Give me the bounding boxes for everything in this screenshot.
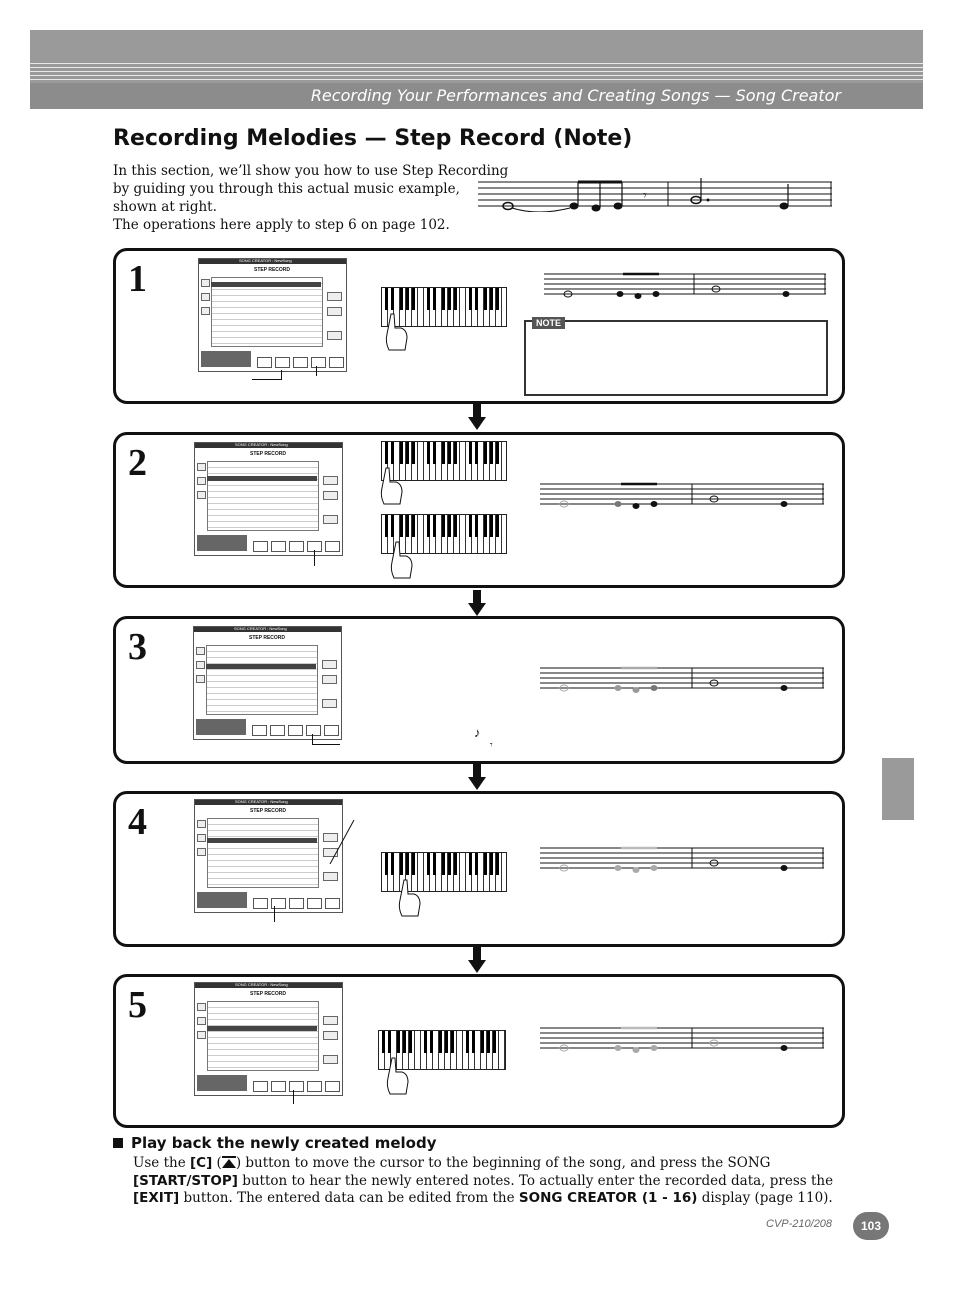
down-arrow-icon — [468, 764, 486, 790]
pointing-hand-icon — [378, 466, 404, 506]
bar-beat-clk-fields — [197, 1075, 247, 1091]
step-number: 2 — [128, 442, 147, 484]
event-list — [206, 645, 318, 715]
lcd-button-a[interactable] — [196, 647, 205, 655]
event-list-cursor — [207, 838, 317, 843]
step-5-lcd-screen — [194, 982, 343, 1096]
event-list-cursor — [211, 282, 321, 287]
header-section-bar — [30, 83, 923, 109]
callout-line — [293, 1090, 294, 1104]
lcd-title: SONG CREATOR : NewSong — [234, 626, 287, 631]
lcd-button-i[interactable] — [323, 515, 338, 524]
step-4-staff — [540, 846, 826, 874]
side-thumb-tab — [882, 758, 914, 820]
lcd-button-a[interactable] — [201, 279, 210, 287]
lcd-heading: STEP RECORD — [249, 635, 286, 641]
lcd-button-i[interactable] — [323, 872, 338, 881]
section-title: Recording Your Performances and Creating Songs — Song Creator — [310, 86, 841, 105]
step-1-staff — [544, 272, 828, 300]
playback-paragraph — [133, 1155, 843, 1208]
callout-line — [274, 906, 275, 922]
pointing-hand-icon — [383, 312, 409, 352]
event-list — [211, 277, 323, 347]
intro-line: In this section, we’ll show you how to use Step Recording — [113, 163, 509, 179]
soft-button-3[interactable] — [293, 357, 308, 368]
lcd-title: SONG CREATOR : NewSong — [235, 799, 288, 804]
callout-line — [312, 744, 340, 745]
event-list — [207, 818, 319, 888]
step-5-staff — [540, 1026, 826, 1054]
playback-heading — [113, 1134, 437, 1152]
soft-button-2[interactable] — [271, 1081, 286, 1092]
event-list-cursor — [207, 476, 317, 481]
intro-line: shown at right. — [113, 199, 217, 215]
soft-button-5[interactable] — [325, 898, 340, 909]
lcd-heading: STEP RECORD — [254, 267, 291, 273]
intro-line: by guiding you through this actual music example, — [113, 181, 460, 197]
soft-button-3[interactable] — [289, 1081, 304, 1092]
soft-button-4[interactable] — [307, 1081, 322, 1092]
lcd-heading: STEP RECORD — [250, 808, 287, 814]
lcd-button-f[interactable] — [323, 476, 338, 485]
button-ref-exit: [EXIT] — [133, 1190, 180, 1206]
lcd-button-i[interactable] — [323, 1055, 338, 1064]
lcd-button-f[interactable] — [327, 292, 342, 301]
bar-beat-clk-fields — [201, 351, 251, 367]
lcd-button-b[interactable] — [201, 293, 210, 301]
soft-button-1[interactable] — [257, 357, 272, 368]
button-ref-c: [C] — [190, 1155, 213, 1171]
soft-button-2[interactable] — [275, 357, 290, 368]
step-number: 1 — [128, 258, 147, 300]
text-run: Use the — [133, 1155, 190, 1171]
step-4-lcd-screen — [194, 799, 343, 913]
event-list-cursor — [207, 1026, 317, 1031]
lcd-button-b[interactable] — [196, 661, 205, 669]
soft-button-1[interactable] — [253, 898, 268, 909]
lcd-button-g[interactable] — [323, 491, 338, 500]
bar-beat-clk-fields — [197, 535, 247, 551]
text-run: ) button to move the cursor to the beginning of the song, and press the SONG — [235, 1155, 771, 1171]
lcd-button-i[interactable] — [327, 331, 342, 340]
callout-line — [252, 379, 282, 380]
bar-beat-clk-fields — [196, 719, 246, 735]
step-number: 4 — [128, 801, 147, 843]
lcd-button-a[interactable] — [197, 820, 206, 828]
pointing-hand-icon — [396, 878, 422, 918]
lcd-button-i[interactable] — [322, 699, 337, 708]
svg-text:𝄾: 𝄾 — [643, 188, 647, 204]
lcd-title: SONG CREATOR : NewSong — [239, 258, 292, 263]
event-list — [207, 461, 319, 531]
text-run: button. The entered data can be edited from the — [179, 1190, 519, 1206]
text-run: button to hear the newly entered notes. To actually enter the recorded data, press the — [237, 1172, 834, 1189]
lcd-button-g[interactable] — [327, 307, 342, 316]
event-list — [207, 1001, 319, 1071]
display-ref-song-creator: SONG CREATOR (1 - 16) — [518, 1190, 698, 1206]
step-1-lcd-screen — [198, 258, 347, 372]
soft-button-1[interactable] — [253, 1081, 268, 1092]
step-2-staff — [540, 482, 826, 510]
soft-button-4[interactable] — [307, 898, 322, 909]
square-bullet-icon — [113, 1138, 123, 1148]
lcd-button-b[interactable] — [197, 1017, 206, 1025]
lcd-button-f[interactable] — [323, 1016, 338, 1025]
soft-button-1[interactable] — [252, 725, 267, 736]
header-band — [30, 30, 923, 86]
down-arrow-icon — [468, 947, 486, 973]
eighth-note-icon: ♪ — [474, 725, 481, 740]
lcd-button-c[interactable] — [197, 848, 206, 856]
soft-button-2[interactable] — [271, 541, 286, 552]
soft-button-4[interactable] — [311, 357, 326, 368]
note-badge: NOTE — [532, 317, 565, 329]
soft-button-5[interactable] — [324, 725, 339, 736]
step-3-staff — [540, 666, 826, 694]
bar-beat-clk-fields — [197, 892, 247, 908]
soft-button-5[interactable] — [325, 541, 340, 552]
lcd-button-c[interactable] — [201, 307, 210, 315]
cursor-top-icon — [222, 1156, 236, 1168]
lcd-button-g[interactable] — [322, 675, 337, 684]
soft-button-1[interactable] — [253, 541, 268, 552]
page-title: Recording Melodies — Step Record (Note) — [113, 126, 633, 151]
page-number: 103 — [853, 1212, 889, 1240]
lcd-title: SONG CREATOR : NewSong — [235, 442, 288, 447]
down-arrow-icon — [468, 404, 486, 430]
lcd-button-a[interactable] — [197, 463, 206, 471]
lcd-button-b[interactable] — [197, 477, 206, 485]
soft-button-3[interactable] — [288, 725, 303, 736]
intro-line: The operations here apply to step 6 on page 102. — [113, 217, 450, 233]
lcd-button-g[interactable] — [323, 1031, 338, 1040]
music-staff-example — [478, 178, 834, 212]
lcd-button-c[interactable] — [197, 1031, 206, 1039]
intro-text — [113, 162, 509, 234]
lcd-button-c[interactable] — [197, 491, 206, 499]
step-2-lcd-screen — [194, 442, 343, 556]
event-list-cursor — [206, 664, 316, 669]
soft-button-2[interactable] — [270, 725, 285, 736]
lcd-heading: STEP RECORD — [250, 991, 287, 997]
lcd-button-c[interactable] — [196, 675, 205, 683]
lcd-button-b[interactable] — [197, 834, 206, 842]
pointing-hand-icon — [384, 1056, 410, 1096]
lcd-title: SONG CREATOR : NewSong — [235, 982, 288, 987]
soft-button-5[interactable] — [329, 357, 344, 368]
soft-button-4[interactable] — [306, 725, 321, 736]
button-ref-start-stop: [START/STOP] — [133, 1172, 238, 1189]
lcd-button-a[interactable] — [197, 1003, 206, 1011]
lcd-button-f[interactable] — [322, 660, 337, 669]
pointing-hand-icon — [388, 540, 414, 580]
eighth-rest-icon: 𝄾 — [490, 740, 493, 751]
callout-line — [326, 818, 356, 866]
playback-heading-text: Play back the newly created melody — [131, 1134, 437, 1152]
step-3-lcd-screen — [193, 626, 342, 740]
step-number: 5 — [128, 984, 147, 1026]
text-run: display (page 110). — [697, 1190, 833, 1206]
model-name: CVP-210/208 — [766, 1218, 833, 1230]
text-run: ( — [212, 1155, 222, 1171]
soft-button-3[interactable] — [289, 541, 304, 552]
lcd-heading: STEP RECORD — [250, 451, 287, 457]
callout-line — [314, 550, 315, 566]
step-number: 3 — [128, 626, 147, 668]
down-arrow-icon — [468, 590, 486, 616]
soft-button-3[interactable] — [289, 898, 304, 909]
soft-button-5[interactable] — [325, 1081, 340, 1092]
callout-line — [316, 366, 317, 376]
callout-line — [312, 734, 313, 744]
step-1-note-box — [524, 320, 828, 396]
